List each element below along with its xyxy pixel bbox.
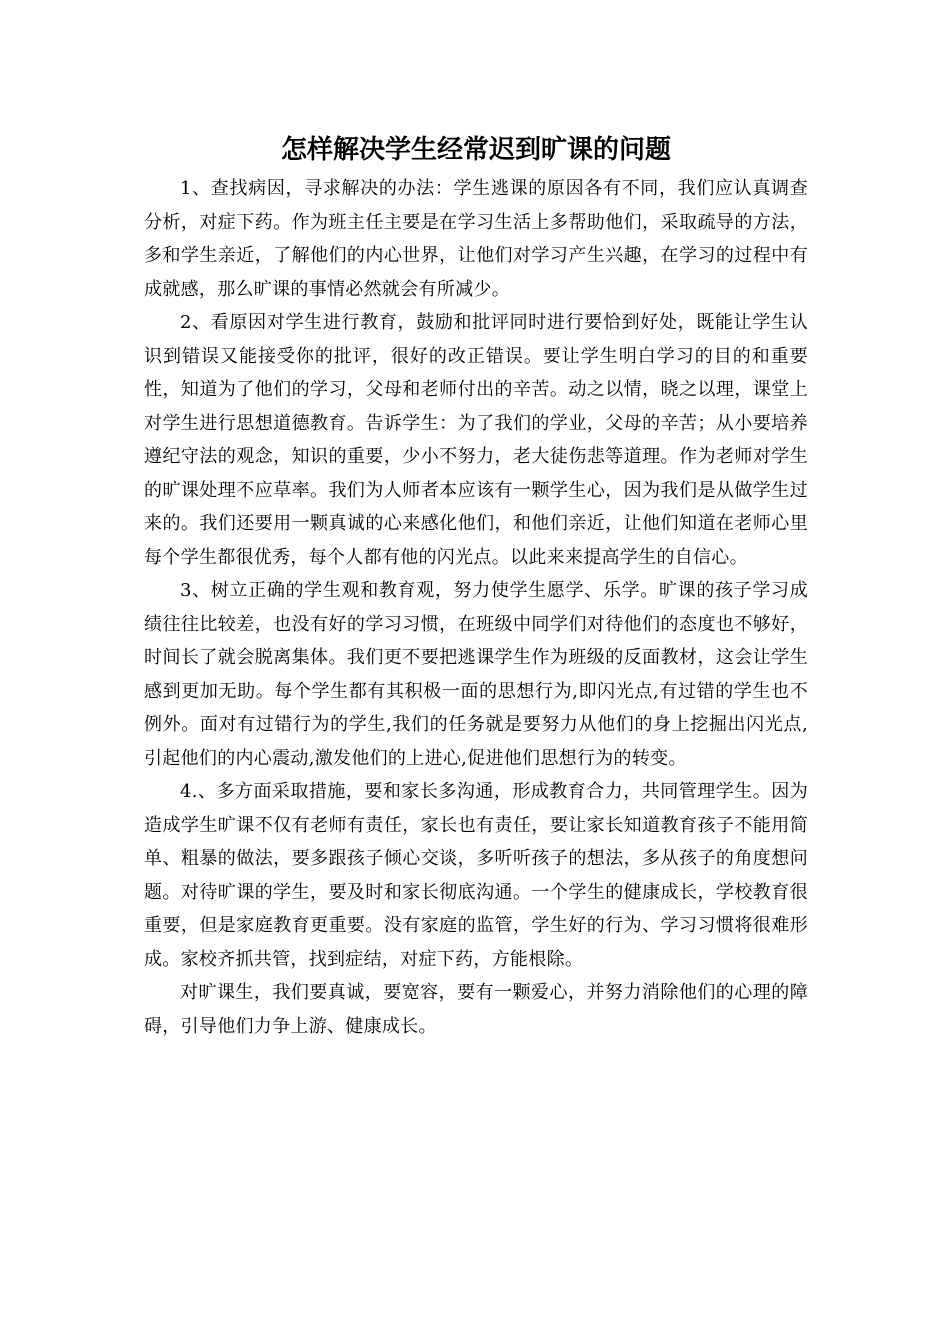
paragraph-5: 对旷课生，我们要真诚，要宽容，要有一颗爱心，并努力消除他们的心理的障碍，引导他们力争上游、健康成长。 [144, 982, 808, 1037]
document-page [144, 128, 808, 1043]
document-title: 怎样解决学生经常迟到旷课的问题 [280, 135, 671, 165]
paragraph-3: 3、树立正确的学生观和教育观，努力使学生愿学、乐学。旷课的孩子学习成绩往往比较差，也没有好的学习习惯，在班级中同学们对待他们的态度也不够好，时间长了就会脱离集体。我们更不要把逃课学生作为班级的反面教材，这会让学生感到更加无助。每个学生都有其积极一面的思想行为,即闪光点,有过错的学生也不例外。面对有过错行为的学生,我们的任务就是要努力从他们的身上挖掘出闪光点,引起他们的内心震动,激发他们的上进心,促进他们思想行为的转变。 [144, 580, 808, 769]
paragraph-1: 1、查找病因，寻求解决的办法：学生逃课的原因各有不同，我们应认真调查分析，对症下药。作为班主任主要是在学习生活上多帮助他们，采取疏导的方法，多和学生亲近，了解他们的内心世界，让他们对学习产生兴趣，在学习的过程中有成就感，那么旷课的事情必然就会有所减少。 [144, 178, 808, 300]
paragraph-2: 2、看原因对学生进行教育，鼓励和批评同时进行要恰到好处，既能让学生认识到错误又能接受你的批评，很好的改正错误。要让学生明白学习的目的和重要性，知道为了他们的学习，父母和老师付出的辛苦。动之以情，晓之以理，课堂上对学生进行思想道德教育。告诉学生：为了我们的学业，父母的辛苦；从小要培养遵纪守法的观念，知识的重要，少小不努力，老大徒伤悲等道理。作为老师对学生的旷课处理不应草率。我们为人师者本应该有一颗学生心，因为我们是从做学生过来的。我们还要用一颗真诚的心来感化他们，和他们亲近，让他们知道在老师心里每个学生都很优秀，每个人都有他的闪光点。以此来来提高学生的自信心。 [144, 312, 808, 568]
paragraph-4: 4.、多方面采取措施，要和家长多沟通，形成教育合力，共同管理学生。因为造成学生旷课不仅有老师有责任，家长也有责任，要让家长知道教育孩子不能用简单、粗暴的做法，要多跟孩子倾心交谈，多听听孩子的想法，多从孩子的角度想问题。对待旷课的学生，要及时和家长彻底沟通。一个学生的健康成长，学校教育很重要，但是家庭教育更重要。没有家庭的监管，学生好的行为、学习习惯将很难形成。家校齐抓共管，找到症结，对症下药，方能根除。 [144, 781, 808, 970]
